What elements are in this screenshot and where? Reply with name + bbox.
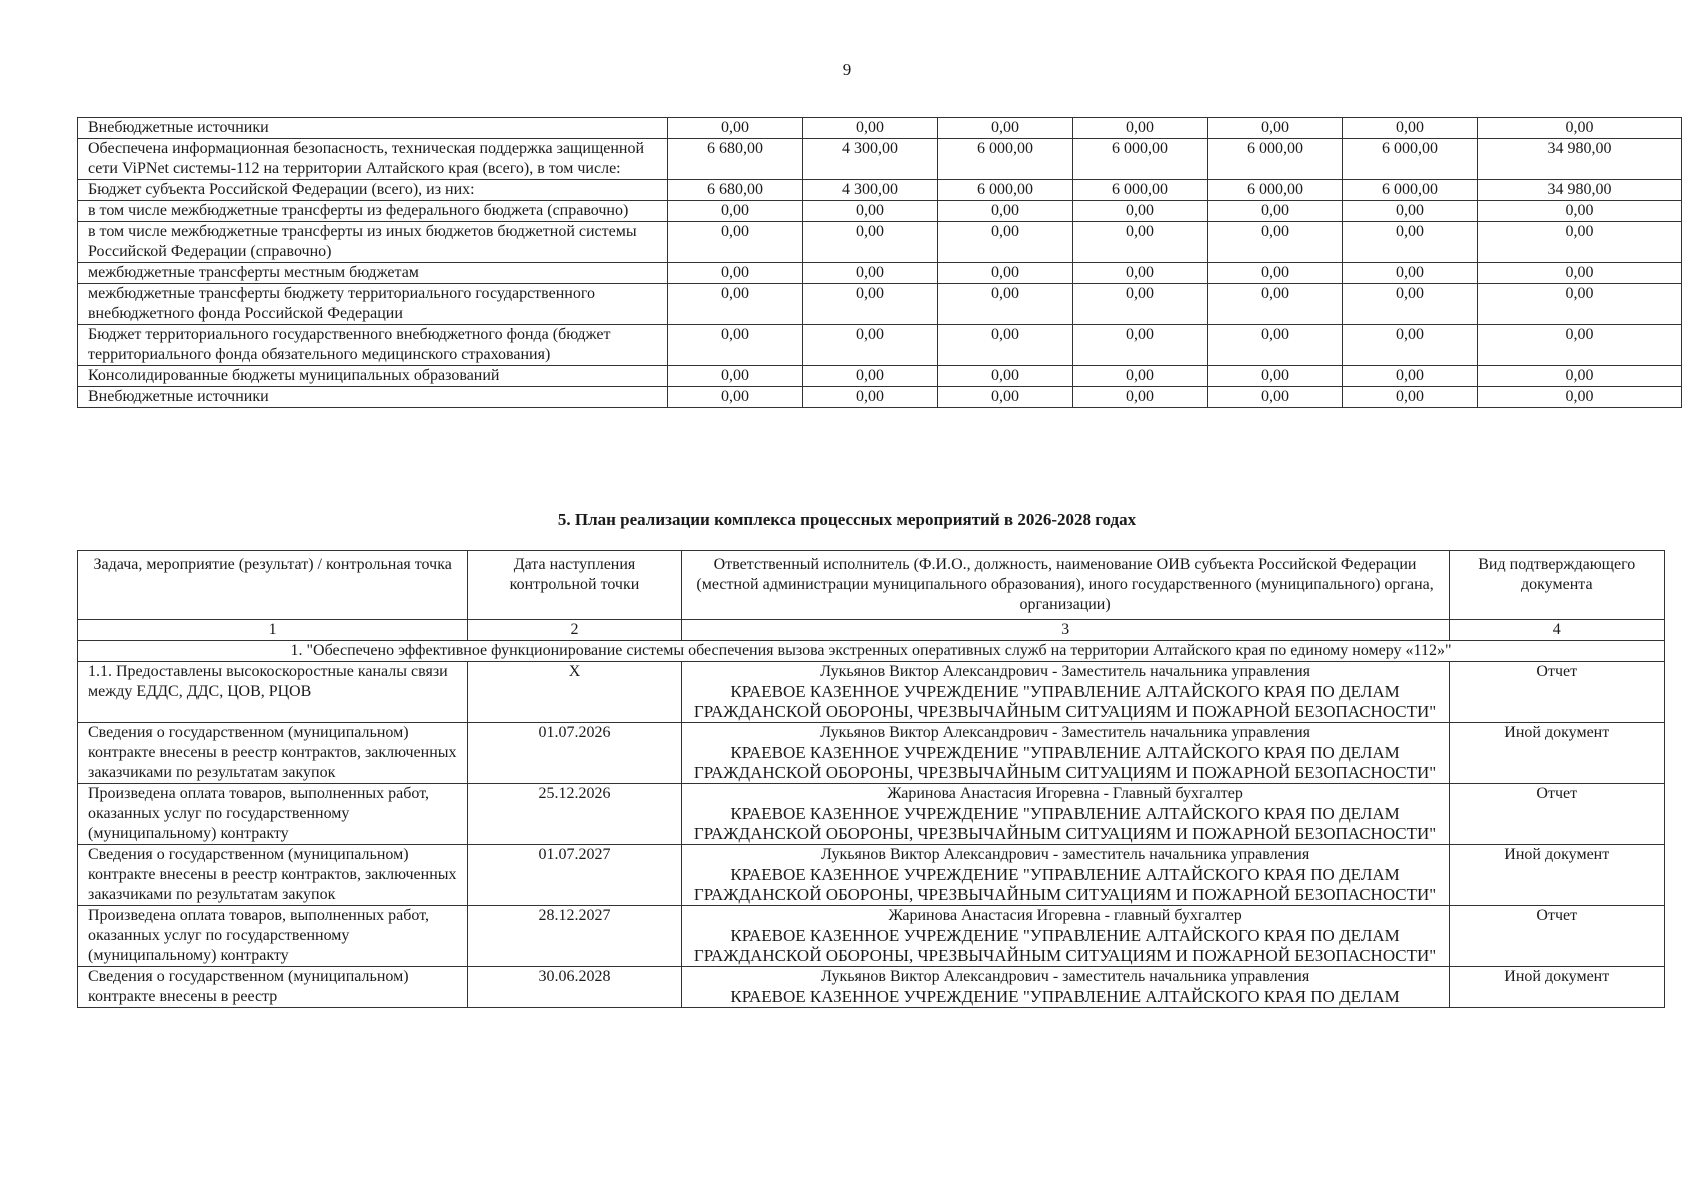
plan-task-cell: Сведения о государственном (муниципальном) контракте внесены в реестр [78, 967, 468, 1008]
header-responsible: Ответственный исполнитель (Ф.И.О., должность, наименование ОИВ субъекта Российской Федерации (местной администрации муниципального образования), иного государственного (муниципального) органа, организации) [681, 551, 1449, 620]
finance-value-cell: 0,00 [1343, 222, 1478, 263]
header-document: Вид подтверждающего документа [1449, 551, 1664, 620]
finance-value-cell: 0,00 [1208, 201, 1343, 222]
finance-value-cell: 6 680,00 [668, 139, 803, 180]
plan-document-cell: Иной документ [1449, 967, 1664, 1008]
plan-row [78, 967, 1665, 1008]
finance-value-cell: 0,00 [1073, 284, 1208, 325]
finance-value-cell: 0,00 [1073, 222, 1208, 263]
finance-value-cell: 0,00 [803, 222, 938, 263]
finance-value-cell: 0,00 [668, 387, 803, 408]
header-date: Дата наступления контрольной точки [468, 551, 681, 620]
plan-date-cell: 28.12.2027 [468, 906, 681, 967]
responsible-person: Лукьянов Виктор Александрович - заместитель начальника управления [820, 846, 1310, 863]
plan-task-cell: Сведения о государственном (муниципальном) контракте внесены в реестр контрактов, заключенных заказчиками по результатам закупок [78, 845, 468, 906]
responsible-organization: КРАЕВОЕ КАЗЕННОЕ УЧРЕЖДЕНИЕ "УПРАВЛЕНИЕ АЛТАЙСКОГО КРАЯ ПО ДЕЛАМ [730, 987, 1400, 1006]
finance-value-cell: 0,00 [1343, 284, 1478, 325]
page-number: 9 [842, 60, 852, 79]
plan-document-cell: Отчет [1449, 784, 1664, 845]
finance-table [77, 117, 1682, 408]
finance-value-cell: 6 000,00 [938, 139, 1073, 180]
finance-value-cell: 0,00 [803, 284, 938, 325]
finance-value-cell: 0,00 [1478, 366, 1682, 387]
finance-value-cell: 0,00 [1478, 222, 1682, 263]
finance-value-cell: 0,00 [803, 118, 938, 139]
plan-responsible-cell [681, 784, 1449, 845]
plan-document-cell: Иной документ [1449, 723, 1664, 784]
responsible-organization: КРАЕВОЕ КАЗЕННОЕ УЧРЕЖДЕНИЕ "УПРАВЛЕНИЕ АЛТАЙСКОГО КРАЯ ПО ДЕЛАМ ГРАЖДАНСКОЙ ОБОРОНЫ, ЧРЕЗВЫЧАЙНЫМ СИТУАЦИЯМ И ПОЖАРНОЙ БЕЗОПАСНОСТИ" [693, 682, 1437, 721]
finance-value-cell: 0,00 [1478, 118, 1682, 139]
responsible-organization: КРАЕВОЕ КАЗЕННОЕ УЧРЕЖДЕНИЕ "УПРАВЛЕНИЕ АЛТАЙСКОГО КРАЯ ПО ДЕЛАМ ГРАЖДАНСКОЙ ОБОРОНЫ, ЧРЕЗВЫЧАЙНЫМ СИТУАЦИЯМ И ПОЖАРНОЙ БЕЗОПАСНОСТИ" [693, 804, 1437, 843]
finance-value-cell: 0,00 [668, 118, 803, 139]
responsible-person: Жаринова Анастасия Игоревна - главный бухгалтер [888, 907, 1242, 924]
finance-value-cell: 0,00 [1208, 222, 1343, 263]
finance-value-cell: 34 980,00 [1478, 139, 1682, 180]
plan-task-cell: Произведена оплата товаров, выполненных работ, оказанных услуг по государственному (муниципальному) контракту [78, 906, 468, 967]
plan-date-cell: 25.12.2026 [468, 784, 681, 845]
plan-row [78, 845, 1665, 906]
finance-row-label: межбюджетные трансферты местным бюджетам [78, 263, 668, 284]
plan-task-cell: Сведения о государственном (муниципальном) контракте внесены в реестр контрактов, заключенных заказчиками по результатам закупок [78, 723, 468, 784]
finance-value-cell: 0,00 [938, 118, 1073, 139]
finance-row [78, 263, 1682, 284]
finance-value-cell: 4 300,00 [803, 139, 938, 180]
finance-value-cell: 0,00 [1343, 366, 1478, 387]
finance-value-cell: 0,00 [1343, 201, 1478, 222]
plan-document-cell: Отчет [1449, 906, 1664, 967]
finance-value-cell: 0,00 [668, 325, 803, 366]
finance-value-cell: 6 000,00 [1208, 180, 1343, 201]
finance-value-cell: 0,00 [1478, 387, 1682, 408]
plan-responsible-cell [681, 967, 1449, 1008]
plan-document-cell: Отчет [1449, 662, 1664, 723]
plan-date-cell: X [468, 662, 681, 723]
column-number: 1 [78, 620, 468, 641]
finance-value-cell: 0,00 [668, 284, 803, 325]
responsible-person: Жаринова Анастасия Игоревна - Главный бухгалтер [887, 785, 1243, 802]
column-number: 2 [468, 620, 681, 641]
finance-value-cell: 0,00 [938, 366, 1073, 387]
finance-value-cell: 0,00 [1478, 284, 1682, 325]
finance-value-cell: 0,00 [668, 366, 803, 387]
finance-row-label: Внебюджетные источники [78, 118, 668, 139]
plan-header-row [78, 551, 1665, 620]
finance-value-cell: 0,00 [1478, 201, 1682, 222]
finance-value-cell: 0,00 [1208, 263, 1343, 284]
responsible-person: Лукьянов Виктор Александрович - Заместитель начальника управления [820, 663, 1311, 680]
task-title: 1. "Обеспечено эффективное функционирование системы обеспечения вызова экстренных оперативных служб на территории Алтайского края по единому номеру «112»" [78, 641, 1665, 662]
finance-value-cell: 0,00 [1073, 387, 1208, 408]
finance-value-cell: 0,00 [803, 366, 938, 387]
finance-value-cell: 0,00 [938, 201, 1073, 222]
finance-row [78, 139, 1682, 180]
finance-value-cell: 0,00 [1073, 118, 1208, 139]
finance-value-cell: 0,00 [803, 263, 938, 284]
finance-row [78, 366, 1682, 387]
finance-value-cell: 0,00 [1073, 201, 1208, 222]
finance-row [78, 201, 1682, 222]
finance-value-cell: 0,00 [803, 325, 938, 366]
finance-value-cell: 0,00 [938, 325, 1073, 366]
responsible-organization: КРАЕВОЕ КАЗЕННОЕ УЧРЕЖДЕНИЕ "УПРАВЛЕНИЕ АЛТАЙСКОГО КРАЯ ПО ДЕЛАМ ГРАЖДАНСКОЙ ОБОРОНЫ, ЧРЕЗВЫЧАЙНЫМ СИТУАЦИЯМ И ПОЖАРНОЙ БЕЗОПАСНОСТИ" [693, 865, 1437, 904]
finance-value-cell: 6 000,00 [1073, 180, 1208, 201]
responsible-person: Лукьянов Виктор Александрович - заместитель начальника управления [820, 968, 1310, 985]
finance-value-cell: 0,00 [1208, 284, 1343, 325]
plan-task-cell: 1.1. Предоставлены высокоскоростные каналы связи между ЕДДС, ДДС, ЦОВ, РЦОВ [78, 662, 468, 723]
finance-row [78, 284, 1682, 325]
plan-date-cell: 01.07.2026 [468, 723, 681, 784]
finance-row-label: Бюджет территориального государственного внебюджетного фонда (бюджет территориального фонда обязательного медицинского страхования) [78, 325, 668, 366]
finance-value-cell: 0,00 [1343, 325, 1478, 366]
finance-row-label: Консолидированные бюджеты муниципальных образований [78, 366, 668, 387]
finance-value-cell: 0,00 [938, 284, 1073, 325]
responsible-organization: КРАЕВОЕ КАЗЕННОЕ УЧРЕЖДЕНИЕ "УПРАВЛЕНИЕ АЛТАЙСКОГО КРАЯ ПО ДЕЛАМ ГРАЖДАНСКОЙ ОБОРОНЫ, ЧРЕЗВЫЧАЙНЫМ СИТУАЦИЯМ И ПОЖАРНОЙ БЕЗОПАСНОСТИ" [693, 743, 1437, 782]
task-title-row [78, 641, 1665, 662]
finance-value-cell: 6 000,00 [1208, 139, 1343, 180]
finance-row [78, 118, 1682, 139]
finance-value-cell: 0,00 [1208, 387, 1343, 408]
finance-row [78, 180, 1682, 201]
finance-value-cell: 0,00 [1073, 366, 1208, 387]
plan-row [78, 906, 1665, 967]
finance-value-cell: 6 000,00 [938, 180, 1073, 201]
plan-row [78, 662, 1665, 723]
section-title: 5. План реализации комплекса процессных мероприятий в 2026-2028 годах [557, 510, 1137, 529]
column-number: 3 [681, 620, 1449, 641]
finance-row-label: Внебюджетные источники [78, 387, 668, 408]
responsible-organization: КРАЕВОЕ КАЗЕННОЕ УЧРЕЖДЕНИЕ "УПРАВЛЕНИЕ АЛТАЙСКОГО КРАЯ ПО ДЕЛАМ ГРАЖДАНСКОЙ ОБОРОНЫ, ЧРЕЗВЫЧАЙНЫМ СИТУАЦИЯМ И ПОЖАРНОЙ БЕЗОПАСНОСТИ" [693, 926, 1437, 965]
finance-value-cell: 6 000,00 [1073, 139, 1208, 180]
finance-value-cell: 0,00 [1073, 325, 1208, 366]
finance-value-cell: 0,00 [1208, 118, 1343, 139]
finance-value-cell: 0,00 [1478, 263, 1682, 284]
finance-value-cell: 34 980,00 [1478, 180, 1682, 201]
finance-row-label: в том числе межбюджетные трансферты из иных бюджетов бюджетной системы Российской Федерации (справочно) [78, 222, 668, 263]
finance-row [78, 325, 1682, 366]
finance-value-cell: 0,00 [668, 263, 803, 284]
finance-value-cell: 6 000,00 [1343, 139, 1478, 180]
plan-responsible-cell [681, 906, 1449, 967]
plan-document-cell: Иной документ [1449, 845, 1664, 906]
finance-value-cell: 0,00 [1343, 263, 1478, 284]
finance-value-cell: 0,00 [803, 201, 938, 222]
finance-value-cell: 6 000,00 [1343, 180, 1478, 201]
finance-row-label: Бюджет субъекта Российской Федерации (всего), из них: [78, 180, 668, 201]
plan-row [78, 723, 1665, 784]
plan-responsible-cell [681, 845, 1449, 906]
finance-value-cell: 0,00 [668, 201, 803, 222]
plan-responsible-cell [681, 662, 1449, 723]
finance-value-cell: 0,00 [1073, 263, 1208, 284]
responsible-person: Лукьянов Виктор Александрович - Заместитель начальника управления [820, 724, 1311, 741]
plan-date-cell: 01.07.2027 [468, 845, 681, 906]
finance-value-cell: 0,00 [1478, 325, 1682, 366]
finance-row-label: в том числе межбюджетные трансферты из федерального бюджета (справочно) [78, 201, 668, 222]
plan-responsible-cell [681, 723, 1449, 784]
plan-row [78, 784, 1665, 845]
finance-value-cell: 0,00 [938, 222, 1073, 263]
finance-value-cell: 4 300,00 [803, 180, 938, 201]
finance-row-label: межбюджетные трансферты бюджету территориального государственного внебюджетного фонда Российской Федерации [78, 284, 668, 325]
header-task: Задача, мероприятие (результат) / контрольная точка [78, 551, 468, 620]
finance-value-cell: 0,00 [1208, 325, 1343, 366]
finance-value-cell: 0,00 [938, 387, 1073, 408]
finance-value-cell: 0,00 [938, 263, 1073, 284]
finance-row [78, 222, 1682, 263]
finance-value-cell: 0,00 [1208, 366, 1343, 387]
finance-value-cell: 6 680,00 [668, 180, 803, 201]
finance-value-cell: 0,00 [1343, 118, 1478, 139]
finance-value-cell: 0,00 [1343, 387, 1478, 408]
plan-task-cell: Произведена оплата товаров, выполненных работ, оказанных услуг по государственному (муниципальному) контракту [78, 784, 468, 845]
finance-row [78, 387, 1682, 408]
column-numbers-row [78, 620, 1665, 641]
finance-value-cell: 0,00 [668, 222, 803, 263]
finance-value-cell: 0,00 [803, 387, 938, 408]
plan-table [77, 550, 1665, 1008]
plan-date-cell: 30.06.2028 [468, 967, 681, 1008]
finance-row-label: Обеспечена информационная безопасность, техническая поддержка защищенной сети ViPNet системы-112 на территории Алтайского края (всего), в том числе: [78, 139, 668, 180]
column-number: 4 [1449, 620, 1664, 641]
